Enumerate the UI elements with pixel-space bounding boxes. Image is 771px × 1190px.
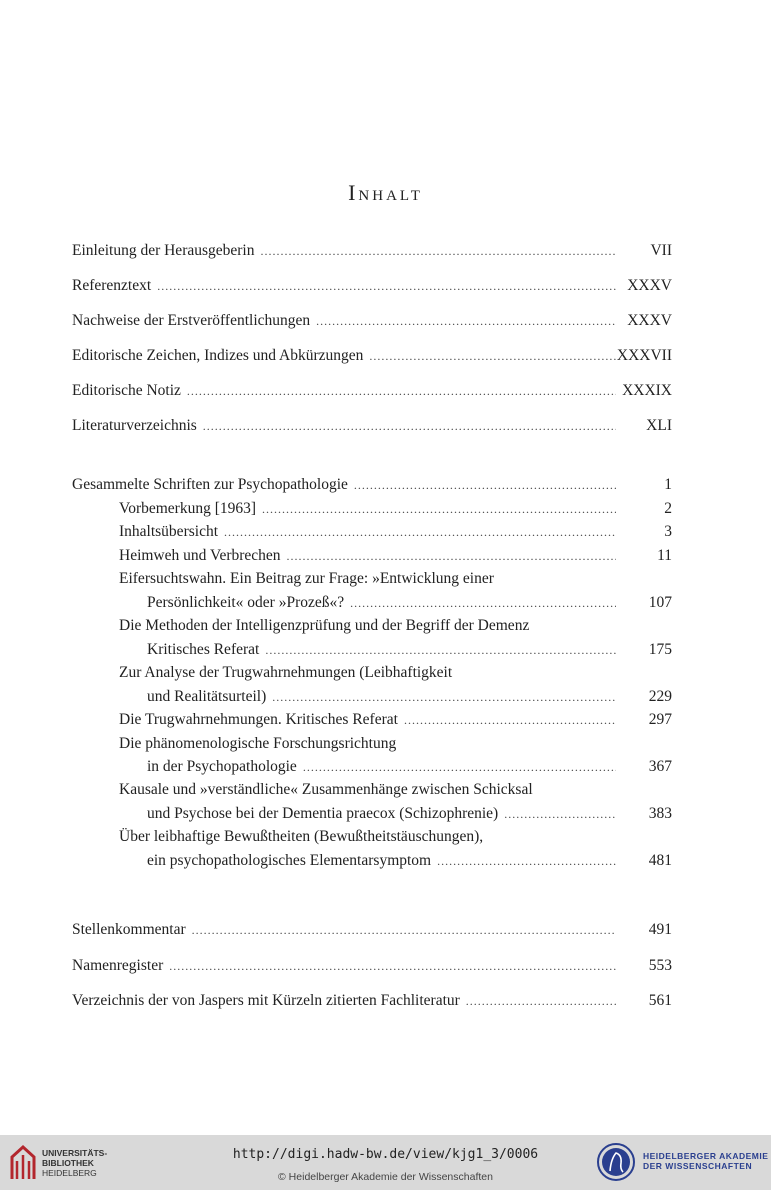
toc-entry-line: Zur Analyse der Trugwahrnehmungen (Leibhaftigkeit <box>119 664 453 681</box>
toc-entry-line: Die Methoden der Intelligenzprüfung und der Begriff der Demenz <box>119 617 530 634</box>
university-library-label: UNIVERSITÄTS- BIBLIOTHEK HEIDELBERG <box>42 1148 108 1178</box>
toc-entry[interactable]: Heimweh und Verbrechen ..... 11 <box>119 545 672 567</box>
toc-entry[interactable]: Vorbemerkung [1963] ..... 2 <box>119 498 672 520</box>
toc-entry[interactable]: Verzeichnis der von Jaspers mit Kürzeln zitierten Fachliteratur ..... 561 <box>72 990 672 1012</box>
toc-entry[interactable]: und Realitätsurteil) ..... 229 <box>147 686 672 708</box>
toc-entry[interactable]: Nachweise der Erstveröffentlichungen ..... XXXV <box>72 310 672 332</box>
footer-bar <box>0 1135 771 1190</box>
toc-entry[interactable]: Kritisches Referat ..... 175 <box>147 639 672 661</box>
toc-entry[interactable]: Literaturverzeichnis ..... XLI <box>72 415 672 437</box>
toc-entry[interactable]: Stellenkommentar ..... 491 <box>72 919 672 941</box>
toc-entry[interactable]: ein psychopathologisches Elementarsymptom ..... 481 <box>147 850 672 872</box>
toc-entry-line: Eifersuchtswahn. Ein Beitrag zur Frage: »Entwicklung einer <box>119 570 494 587</box>
toc-entry[interactable]: in der Psychopathologie ..... 367 <box>147 756 672 778</box>
toc-entry[interactable]: Die Trugwahrnehmungen. Kritisches Referat ..... 297 <box>119 709 672 731</box>
toc-entry[interactable]: Gesammelte Schriften zur Psychopathologie ..... 1 <box>72 474 672 496</box>
toc-entry[interactable]: Referenztext ..... XXXV <box>72 275 672 297</box>
academy-label: HEIDELBERGER AKADEMIE DER WISSENSCHAFTEN <box>643 1151 769 1171</box>
toc-entry[interactable]: Namenregister ..... 553 <box>72 955 672 977</box>
page-title: Inhalt <box>348 180 423 205</box>
toc-entry[interactable]: Editorische Notiz ..... XXXIX <box>72 380 672 402</box>
toc-entry-line: Die phänomenologische Forschungsrichtung <box>119 735 397 752</box>
academy-seal-icon[interactable] <box>596 1141 636 1183</box>
toc-entry[interactable]: Editorische Zeichen, Indizes und Abkürzungen ..... XXXVII <box>72 345 672 367</box>
page-url-link[interactable]: http://digi.hadw-bw.de/view/kjg1_3/0006 <box>232 1147 539 1162</box>
toc-entry[interactable]: Inhaltsübersicht ..... 3 <box>119 521 672 543</box>
toc-entry[interactable]: Persönlichkeit« oder »Prozeß«? ..... 107 <box>147 592 672 614</box>
copyright-text: © Heidelberger Akademie der Wissenschaften <box>278 1171 493 1183</box>
toc-entry[interactable]: Einleitung der Herausgeberin ..... VII <box>72 240 672 262</box>
toc-entry-line: Über leibhaftige Bewußtheiten (Bewußtheitstäuschungen), <box>119 828 484 845</box>
toc-entry[interactable]: und Psychose bei der Dementia praecox (Schizophrenie) ..... 383 <box>147 803 672 825</box>
toc-entry-line: Kausale und »verständliche« Zusammenhänge zwischen Schicksal <box>119 781 533 798</box>
